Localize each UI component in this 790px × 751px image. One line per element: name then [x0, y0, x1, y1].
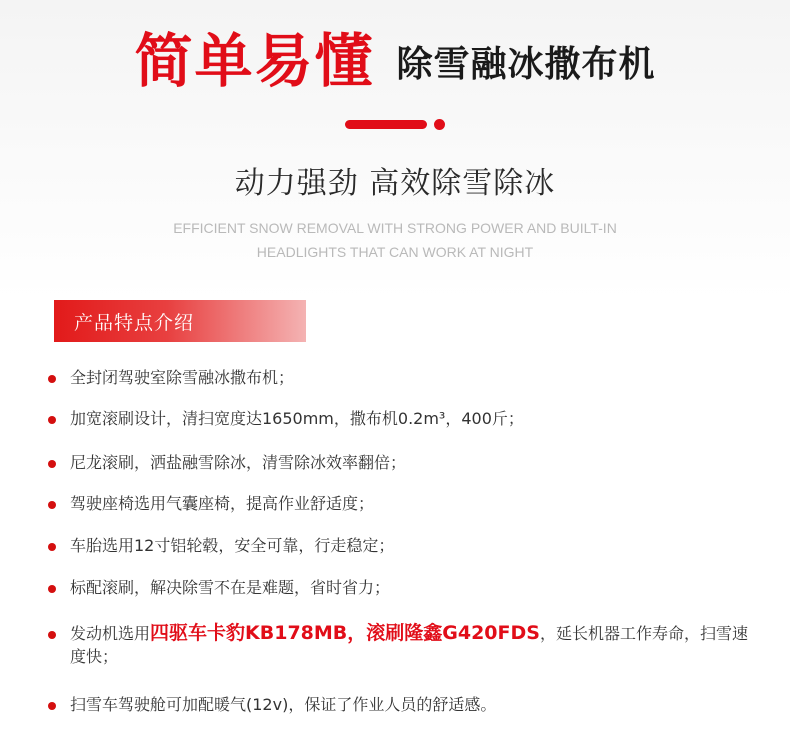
- feature-text: [70, 622, 750, 668]
- section-tag: [54, 300, 306, 342]
- bullet-dot-icon: [48, 702, 56, 710]
- decoration-dot: [434, 119, 445, 130]
- section-tag-label: 产品特点介绍: [74, 311, 195, 334]
- bullet-dot-icon: [48, 416, 56, 424]
- product-name: 除雪融冰撒布机: [396, 44, 656, 85]
- slogan: 动力强劲 高效除雪除冰: [234, 166, 556, 201]
- feature-text: 扫雪车驾驶舱可加配暖气(12v)，保证了作业人员的舒适感。: [70, 695, 497, 714]
- title-row: [0, 26, 790, 96]
- feature-text: 尼龙滚刷，洒盐融雪除冰，清雪除冰效率翻倍；: [70, 453, 407, 472]
- engine-highlight: 四驱车卡豹KB178MB，滚刷隆鑫G420FDS: [150, 622, 540, 644]
- bullet-dot-icon: [48, 501, 56, 509]
- bullet-dot-icon: [48, 543, 56, 551]
- english-caption-line-2: HEADLIGHTS THAT CAN WORK AT NIGHT: [256, 244, 534, 260]
- page-title: 简单易懂: [134, 27, 375, 95]
- bullet-dot-icon: [48, 585, 56, 593]
- bullet-dot-icon: [48, 460, 56, 468]
- feature-text: 标配滚刷，解决除雪不在是难题，省时省力；: [70, 578, 391, 597]
- feature-text: 加宽滚刷设计，清扫宽度达1650mm，撒布机0.2m³，400斤；: [70, 409, 524, 428]
- decoration-bar: [345, 120, 427, 129]
- feature-text-suffix: ，延长机器工作寿命，扫雪速度快；: [70, 624, 748, 666]
- feature-text: 全封闭驾驶室除雪融冰撒布机；: [70, 368, 295, 387]
- english-caption: [0, 216, 790, 264]
- feature-text: 驾驶座椅选用气囊座椅，提高作业舒适度；: [70, 494, 375, 513]
- feature-text: 车胎选用12寸铝轮毂，安全可靠，行走稳定；: [70, 536, 395, 555]
- bullet-dot-icon: [48, 375, 56, 383]
- bullet-dot-icon: [48, 631, 56, 639]
- english-caption-line-1: EFFICIENT SNOW REMOVAL WITH STRONG POWER AND BUILT-IN: [173, 220, 617, 236]
- feature-text-prefix: 发动机选用: [70, 624, 151, 643]
